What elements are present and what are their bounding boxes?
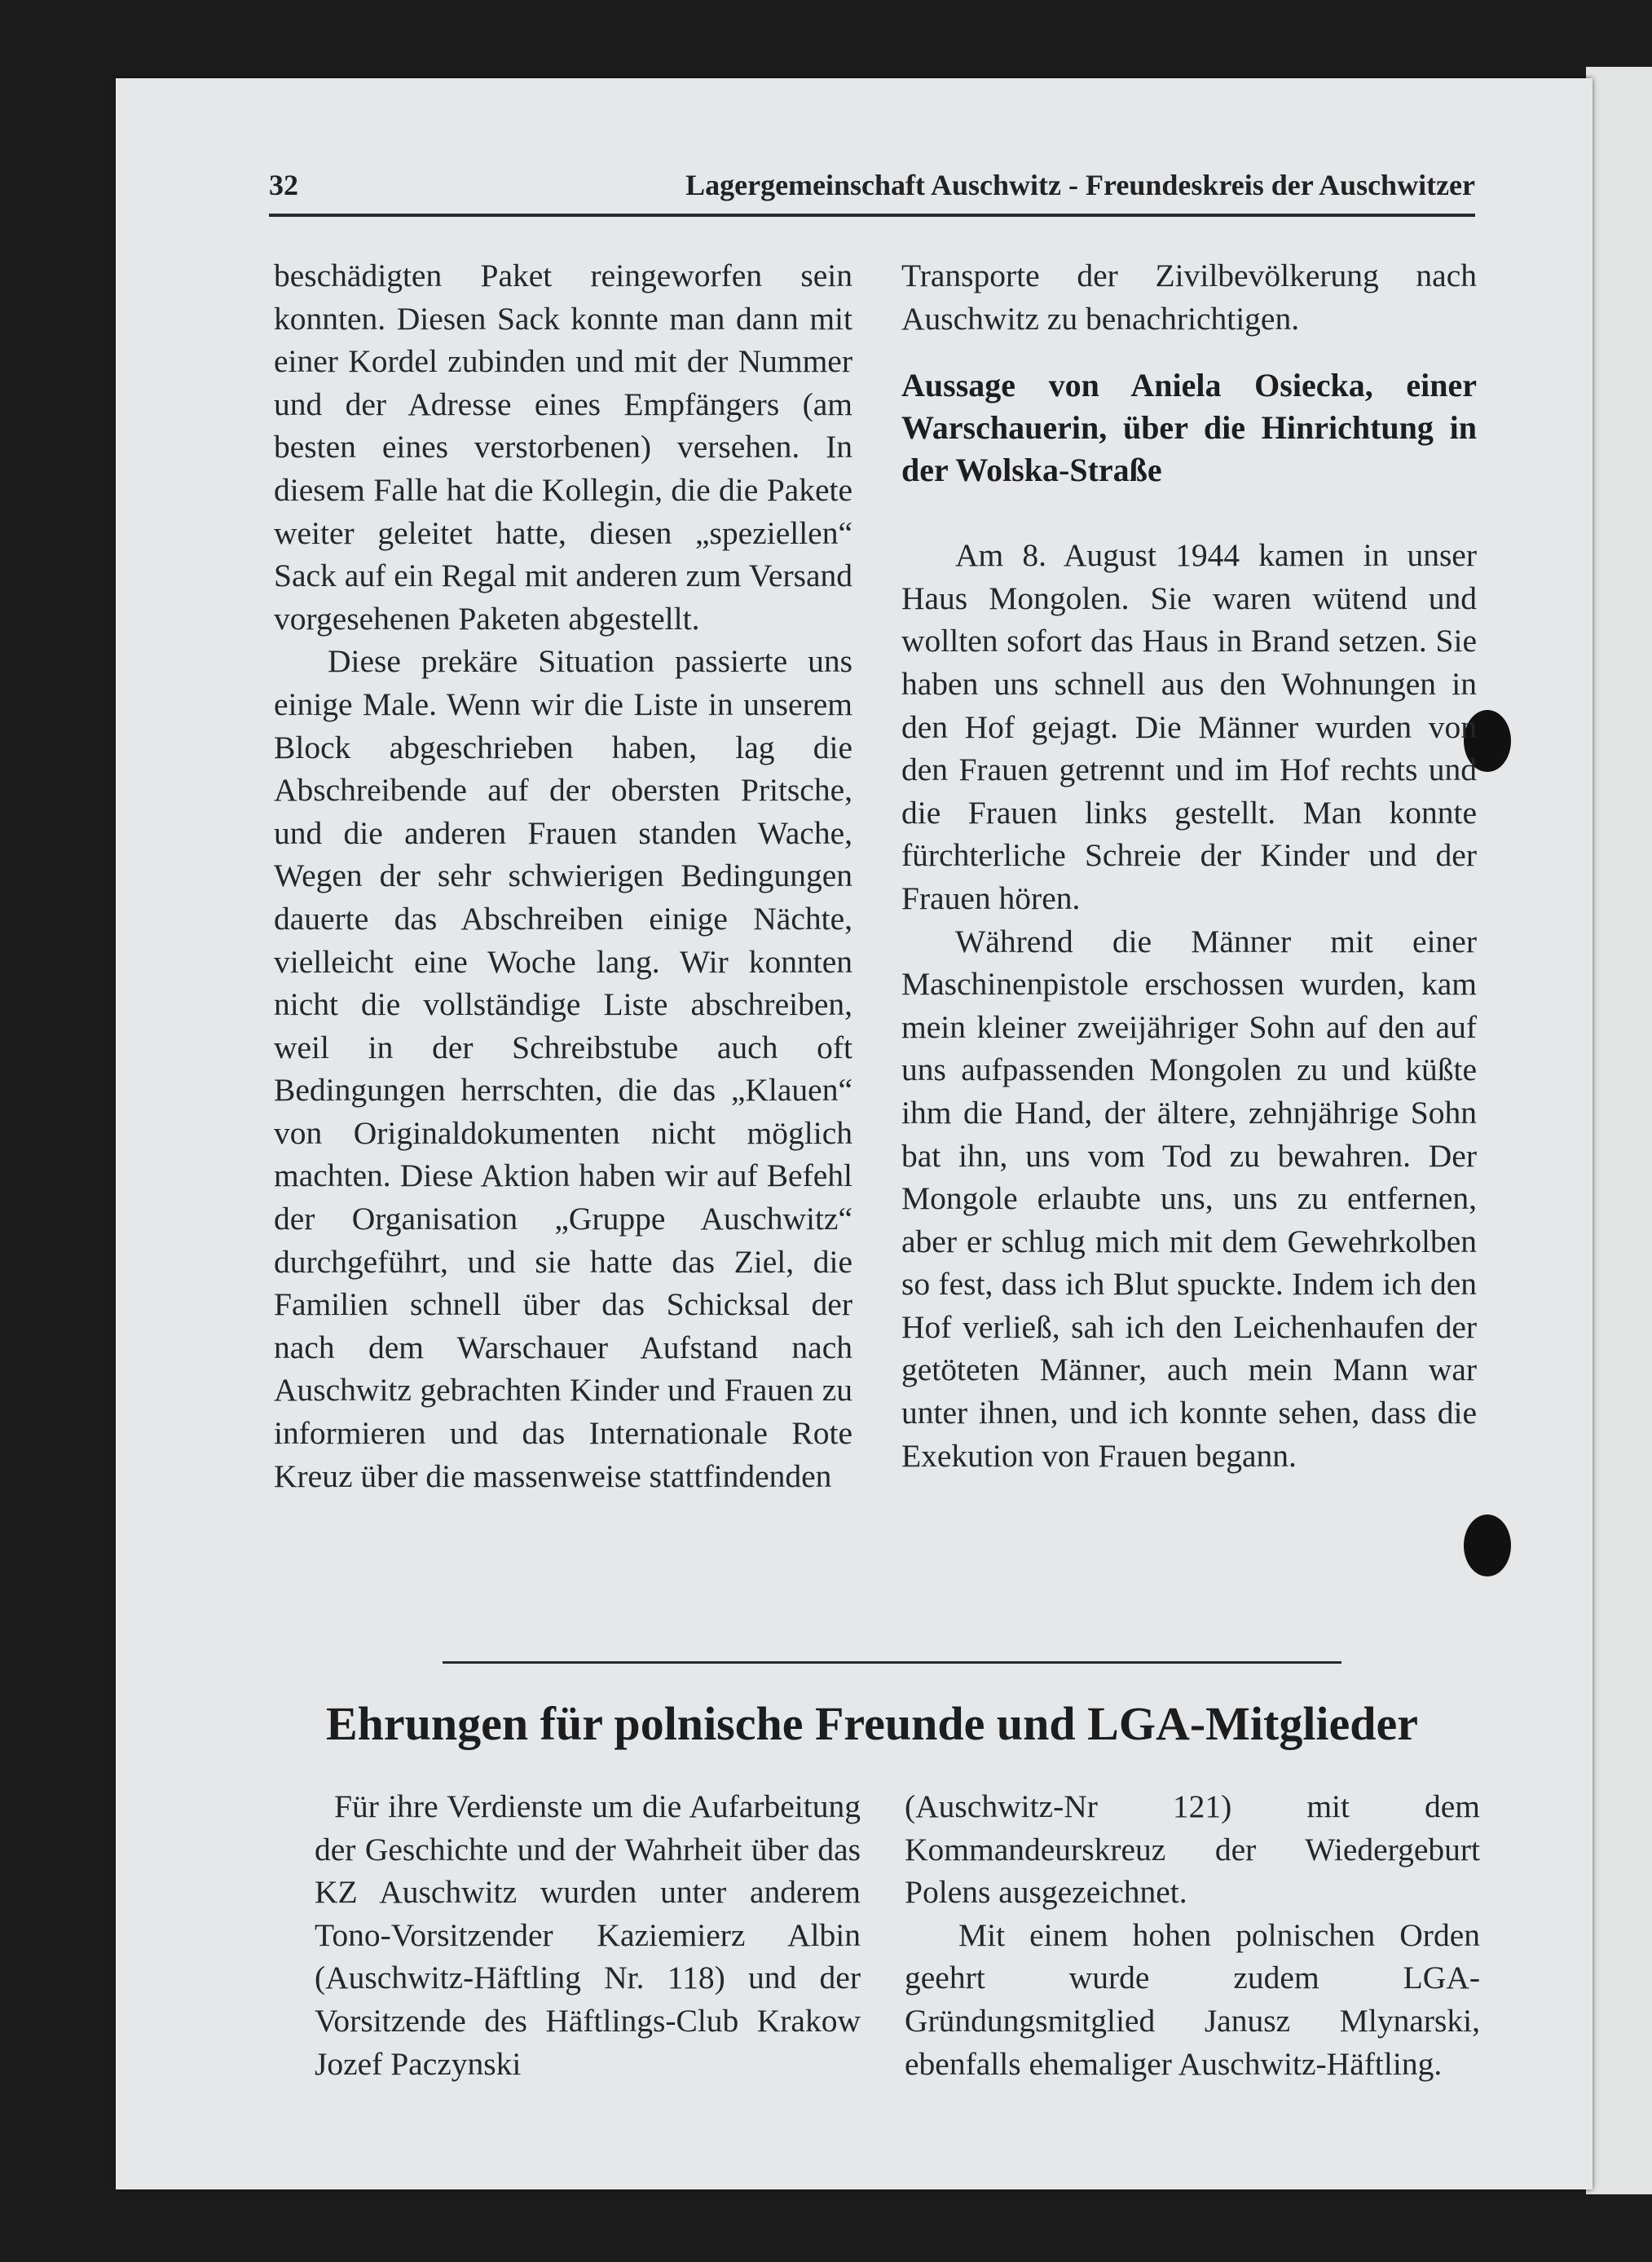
running-title: Lagergemeinschaft Auschwitz - Freundeskreis der Auschwitzer: [685, 169, 1475, 201]
section-divider: [443, 1661, 1341, 1664]
section-title: Ehrungen für polnische Freunde und LGA-Mitglieder: [325, 1697, 1419, 1750]
left-paragraph-1: beschädigten Paket reingeworfen sein konnten. Diesen Sack konnte man dann mit einer Kordel zubinden und mit der Nummer und der Adresse eines Empfängers (am besten eines verstorbenen) versehen. In diesem Falle hat die Kollegin, die die Pakete weiter geleitet hatte, diesen „speziellen“ Sack auf ein Regal mit anderen zum Versand vorgesehenen Paketen abgestellt.: [274, 258, 852, 637]
right-column: [901, 254, 1477, 1477]
right-paragraph-1: Transporte der Zivilbevölkerung nach Auschwitz zu benachrichtigen.: [901, 258, 1477, 337]
page-number: 32: [269, 169, 298, 201]
left-column: [274, 254, 852, 1497]
adjacent-page-edge: [1586, 67, 1652, 2194]
running-header: [269, 168, 1475, 202]
header-rule: [269, 214, 1475, 217]
right-paragraph-3: Während die Männer mit einer Maschinenpistole erschossen wurden, kam mein kleiner zweijähriger Sohn auf den auf uns aufpassenden Mongolen zu und küßte ihm die Hand, der ältere, zehnjährige Sohn bat ihn, uns vom Tod zu bewahren. Der Mongole erlaubte uns, uns zu entfernen, aber er schlug mich mit dem Gewehrkolben so fest, dass ich Blut spuckte. Indem ich den Hof verließ, sah ich den Leichenhaufen der getöteten Männer, auch mein Mann war unter ihnen, und ich konnte sehen, dass die Exekution von Frauen begann.: [901, 923, 1477, 1474]
section-right-paragraph-1: (Auschwitz-Nr 121) mit dem Kommandeurskreuz der Wiedergeburt Polens ausgezeichnet.: [905, 1788, 1480, 1911]
section-right-column: [905, 1785, 1480, 2085]
section-right-paragraph-2: Mit einem hohen polnischen Orden geehrt wurde zudem LGA-Gründungsmitglied Janusz Mlynarski, ebenfalls ehemaliger Auschwitz-Häftling.: [905, 1916, 1480, 2082]
right-paragraph-2: Am 8. August 1944 kamen in unser Haus Mongolen. Sie waren wütend und wollten sofort das Haus in Brand setzen. Sie haben uns schnell aus den Wohnungen in den Hof gejagt. Die Männer wurden von den Frauen getrennt und im Hof rechts und die Frauen links gestellt. Man konnte fürchterliche Schreie der Kinder und der Frauen hören.: [901, 537, 1477, 916]
left-paragraph-2: Diese prekäre Situation passierte uns einige Male. Wenn wir die Liste in unserem Block abgeschrieben haben, lag die Abschreibende auf der obersten Pritsche, und die anderen Frauen standen Wache, Wegen der sehr schwierigen Bedingungen dauerte das Abschreiben einige Nächte, vielleicht eine Woche lang. Wir konnten nicht die vollständige Liste abschreiben, weil in der Schreibstube auch oft Bedingungen herrschten, die das „Klauen“ von Originaldokumenten nicht möglich machten. Diese Aktion haben wir auf Befehl der Organisation „Gruppe Auschwitz“ durchgeführt, und sie hatte das Ziel, die Familien schnell über das Schicksal der nach dem Warschauer Aufstand nach Auschwitz gebrachten Kinder und Frauen zu informieren und das Internationale Rote Kreuz über die massenweise stattfindenden: [274, 643, 852, 1494]
testimony-heading: Aussage von Aniela Osiecka, einer Warschauerin, über die Hinrichtung in der Wolska-Straße: [901, 367, 1477, 489]
section-left-column: [315, 1785, 861, 2085]
section-left-paragraph: Für ihre Verdienste um die Aufarbeitung der Geschichte und der Wahrheit über das KZ Auschwitz wurden unter anderem Tono-Vorsitzender Kaziemierz Albin (Auschwitz-Häftling Nr. 118) und der Vorsitzende des Häftlings-Club Krakow Jozef Paczynski: [315, 1788, 861, 2082]
punch-hole: [1464, 1515, 1511, 1576]
